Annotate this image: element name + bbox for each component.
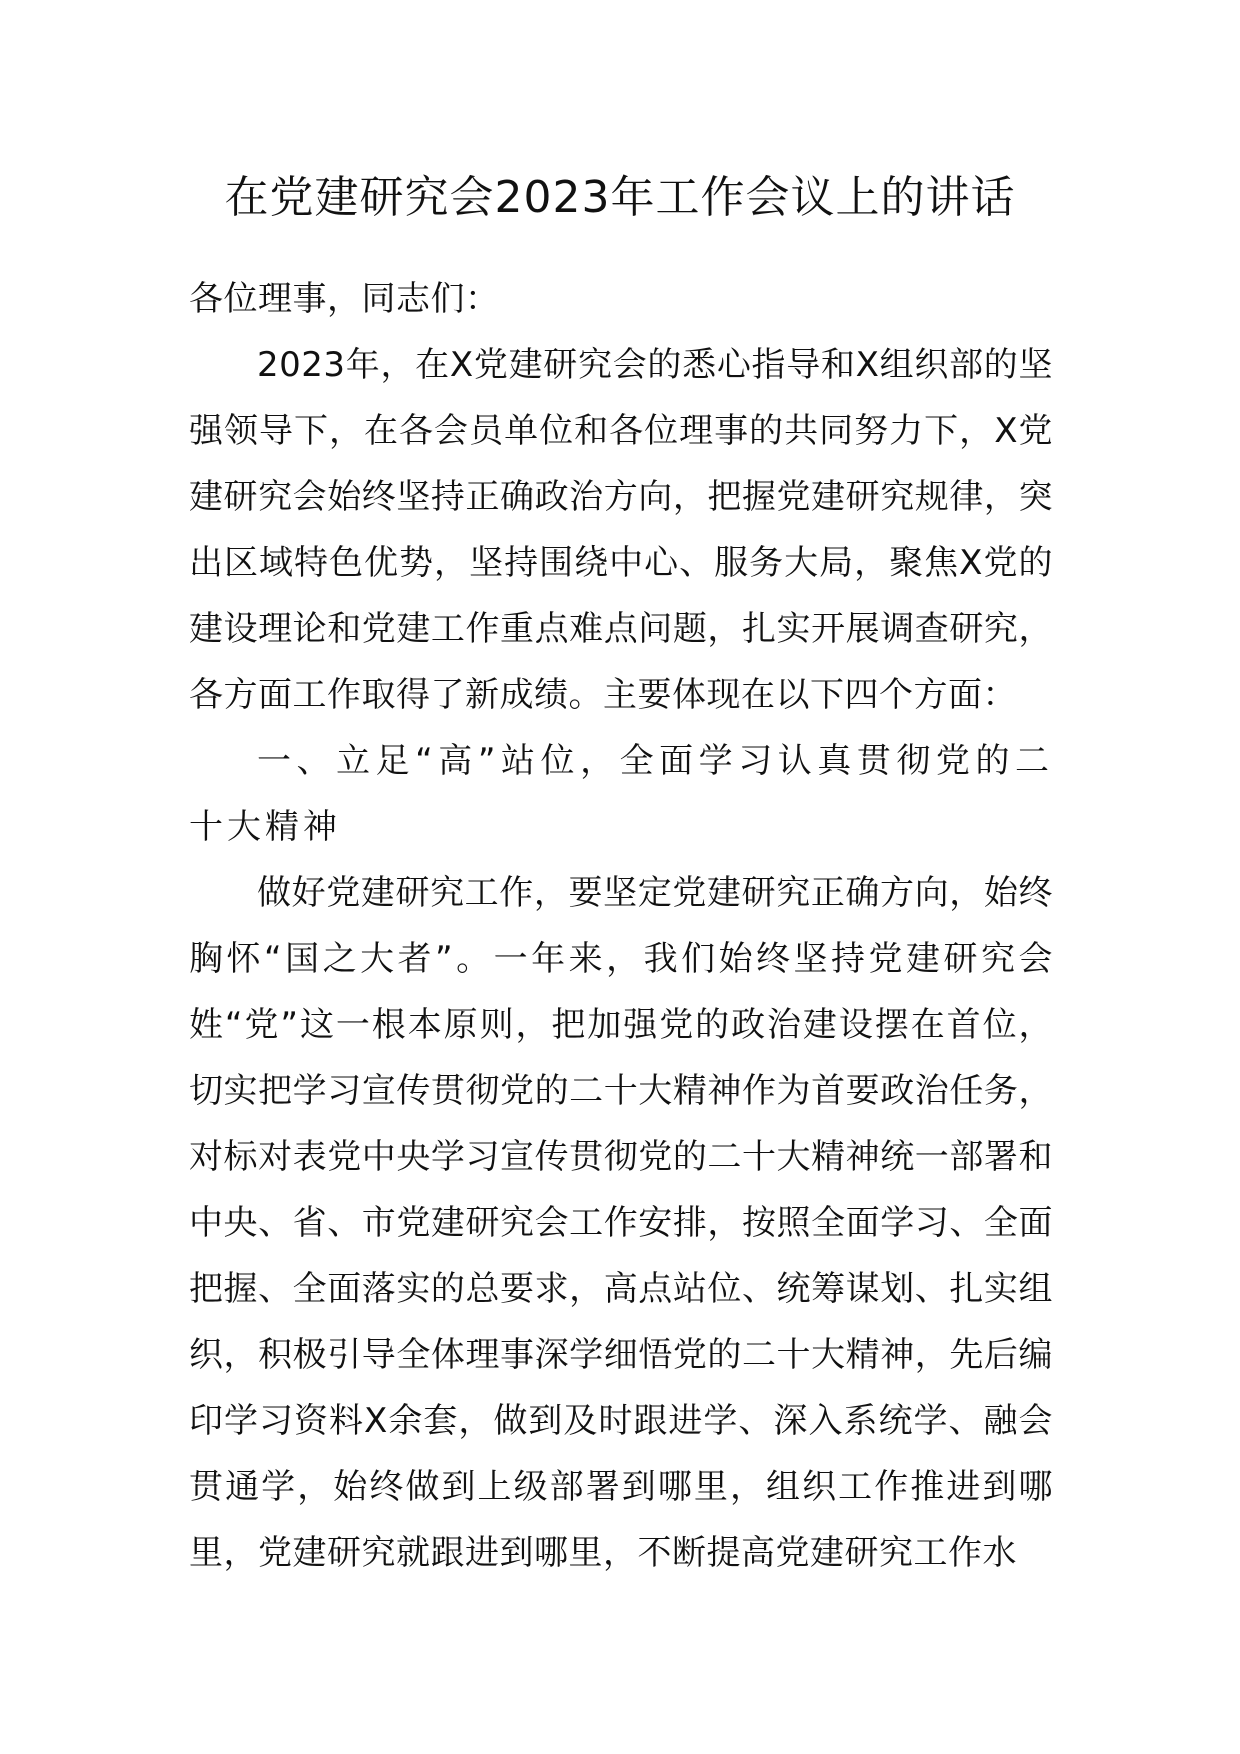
paragraph-intro: 2023年，在X党建研究会的悉心指导和X组织部的坚强领导下，在各会员单位和各位理事的共同努力下，X党建研究会始终坚持正确政治方向，把握党建研究规律，突出区域特色优势，坚持围绕中心、服务大局，聚焦X党的建设理论和党建工作重点难点问题，扎实开展调查研究，各方面工作取得了新成绩。主要体现在以下四个方面： [189, 345, 1053, 715]
section-heading-1: 一、立足“高”站位，全面学习认真贯彻党的二十大精神 [189, 741, 1053, 847]
document-title: 在党建研究会2023年工作会议上的讲话 [224, 172, 1016, 223]
salutation: 各位理事，同志们： [189, 279, 500, 319]
document-body [189, 266, 1053, 1586]
paragraph-section-1: 做好党建研究工作，要坚定党建研究正确方向，始终胸怀“国之大者”。一年来，我们始终坚持党建研究会姓“党”这一根本原则，把加强党的政治建设摆在首位，切实把学习宣传贯彻党的二十大精神作为首要政治任务，对标对表党中央学习宣传贯彻党的二十大精神统一部署和中央、省、市党建研究会工作安排，按照全面学习、全面把握、全面落实的总要求，高点站位、统筹谋划、扎实组织，积极引导全体理事深学细悟党的二十大精神，先后编印学习资料X余套，做到及时跟进学、深入系统学、融会贯通学，始终做到上级部署到哪里，组织工作推进到哪里，党建研究就跟进到哪里，不断提高党建研究工作水 [189, 873, 1053, 1573]
